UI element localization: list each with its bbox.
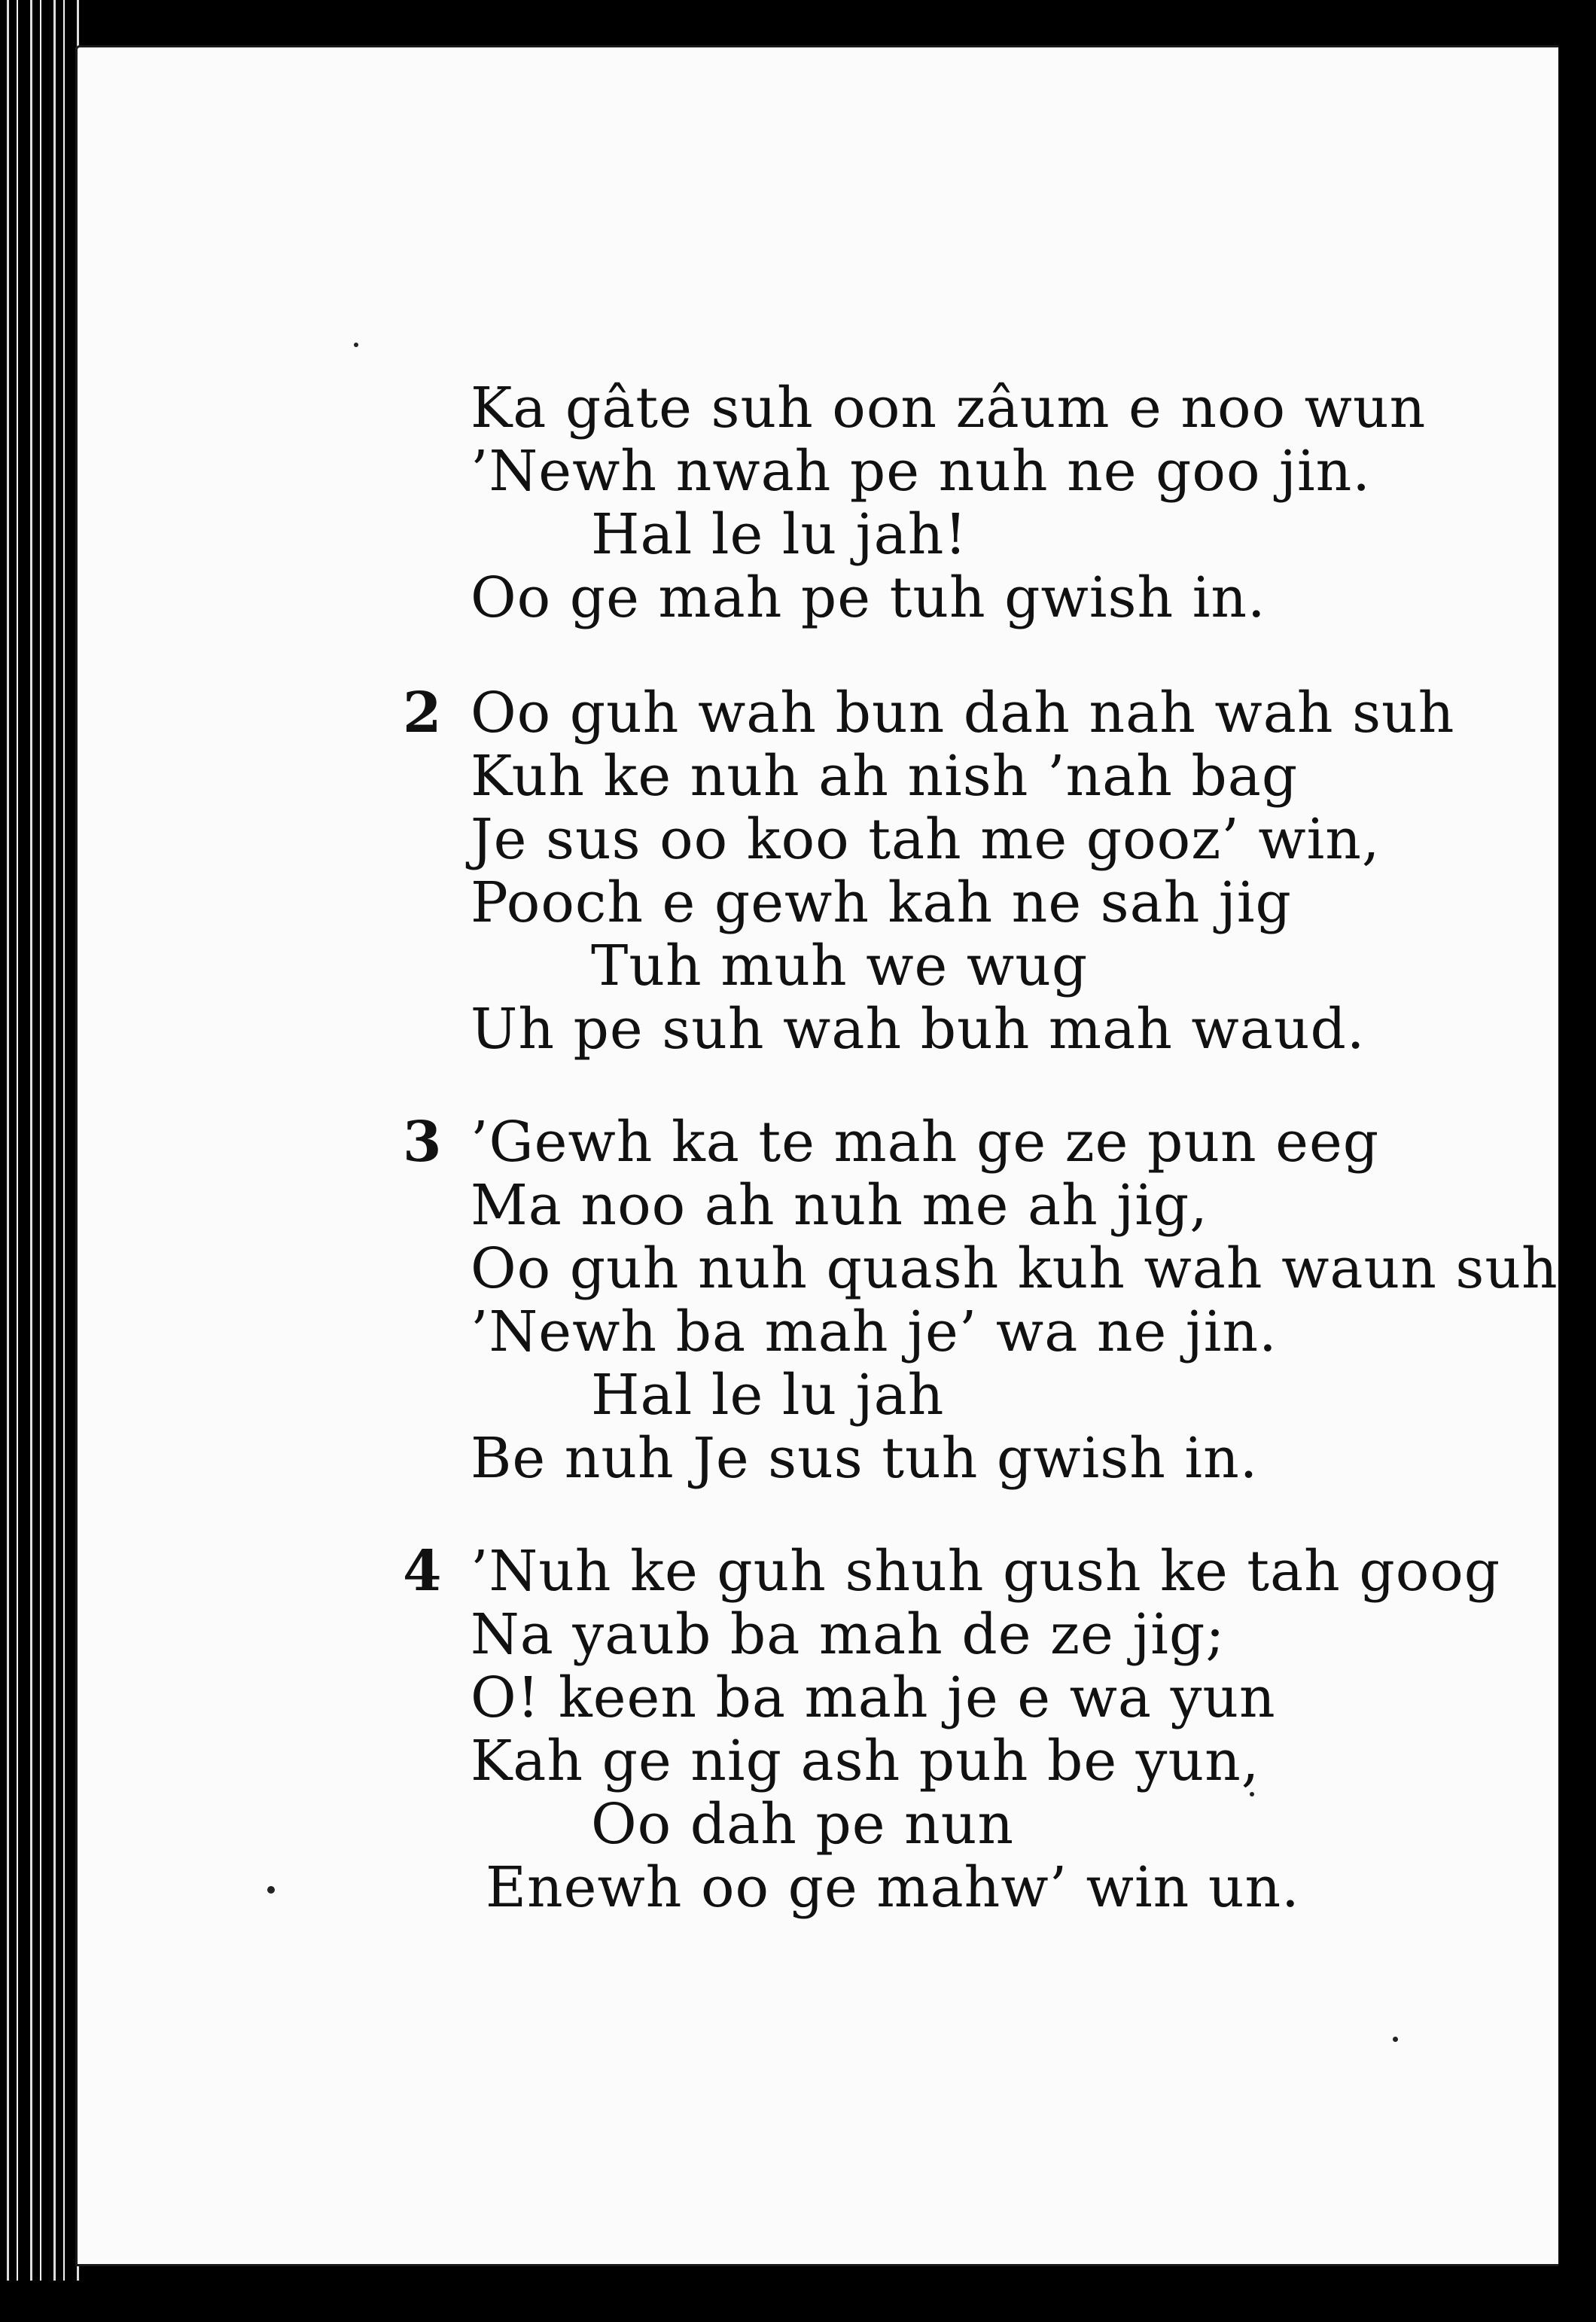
hymn-line-refrain: Hal le lu jah! bbox=[591, 502, 968, 567]
hymn-line: Oo guh wah bun dah nah wah suh bbox=[471, 681, 1455, 745]
hymn-line: ’Newh nwah pe nuh ne goo jin. bbox=[471, 439, 1371, 504]
verse-number: 3 bbox=[403, 1110, 442, 1175]
hymn-line-refrain: Hal le lu jah bbox=[591, 1363, 945, 1428]
hymn-line: Kuh ke nuh ah nish ’nah bag bbox=[471, 744, 1299, 809]
verse-number: 4 bbox=[403, 1539, 442, 1604]
hymn-line: ’Newh ba mah je’ wa ne jin. bbox=[471, 1300, 1278, 1364]
hymn-line: Uh pe suh wah buh mah waud. bbox=[471, 997, 1366, 1062]
hymn-line: Ma noo ah nuh me ah jig, bbox=[471, 1173, 1208, 1238]
hymn-line: Oo ge mah pe tuh gwish in. bbox=[471, 565, 1266, 630]
hymn-line-refrain: Tuh muh we wug bbox=[591, 934, 1089, 998]
hymn-line-refrain: Oo dah pe nun bbox=[591, 1792, 1015, 1857]
hymn-line: O! keen ba mah je e wa yun bbox=[471, 1665, 1276, 1730]
hymn-line: ’Gewh ka te mah ge ze pun eeg bbox=[471, 1110, 1380, 1175]
hymn-line: Oo guh nuh quash kuh wah waun suh bbox=[471, 1236, 1558, 1301]
hymn-line: Pooch e gewh kah ne sah jig bbox=[471, 870, 1292, 935]
hymn-line: Be nuh Je sus tuh gwish in. bbox=[471, 1426, 1259, 1491]
verse-number: 2 bbox=[403, 681, 442, 745]
hymn-line: Kah ge nig ash puh be yun, bbox=[471, 1729, 1260, 1793]
hymn-line: Ka gâte suh oon zâum e noo wun bbox=[471, 376, 1427, 440]
hymn-line: Je sus oo koo tah me gooz’ win, bbox=[471, 807, 1381, 872]
hymn-line: Na yaub ba mah de ze jig; bbox=[471, 1602, 1226, 1667]
hymn-line: ’Nuh ke guh shuh gush ke tah goog bbox=[471, 1539, 1501, 1604]
hymn-line: Enewh oo ge mahw’ win un. bbox=[486, 1855, 1300, 1920]
